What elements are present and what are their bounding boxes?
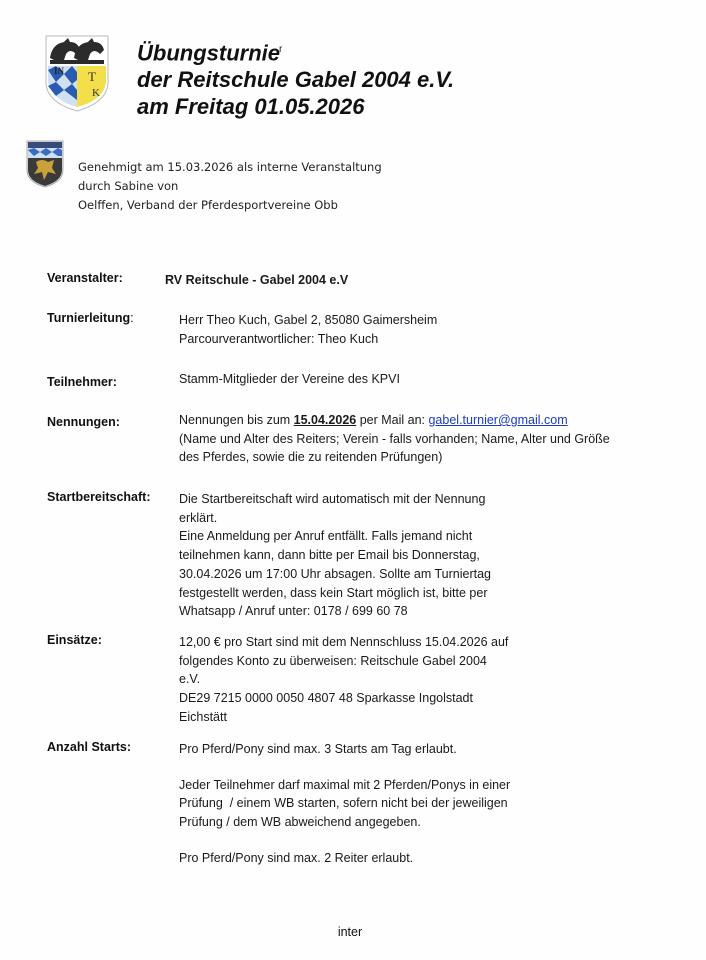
label-nennungen: Nennungen: xyxy=(47,415,120,429)
deadline-date: 15.04.2026 xyxy=(293,413,357,427)
oberbayern-crest-icon xyxy=(26,140,64,188)
value-einsaetze: 12,00 € pro Start sind mit dem Nennschluss 15.04.2026 auf folgendes Konto zu überweisen: Reitschule Gabel 2004 e.V. DE29 7215 0000 0050 4807 48 Sparkasse Ingolstadt Eichstätt xyxy=(179,635,509,724)
email-link[interactable]: gabel.turnier@gmail.com xyxy=(428,413,568,427)
label-startbereitschaft: Startbereitschaft: xyxy=(47,490,151,504)
value-turnierleitung: Herr Theo Kuch, Gabel 2, 85080 Gaimersheim Parcourverantwortlicher: Theo Kuch xyxy=(179,313,438,346)
label-turnierleitung: Turnierleitung: xyxy=(47,311,134,325)
document-title: Übungsturnie$^r$ der Reitschule Gabel 2004 e.V. am Freitag 01.05.2026 xyxy=(137,40,455,120)
label-teilnehmer: Teilnehmer: xyxy=(47,375,117,389)
svg-text:T: T xyxy=(88,69,96,84)
approval-notice: Genehmigt am 15.03.2026 als interne Veranstaltung durch Sabine von Oelffen, Verband der Pferdesportvereine Obb xyxy=(78,160,382,212)
value-anzahl-starts: Pro Pferd/Pony sind max. 3 Starts am Tag erlaubt. Jeder Teilnehmer darf maximal mit 2 Pferden/Ponys in einer Prüfung / einem WB starten, sofern nicht bei der jeweiligen Prüfung / dem WB abweichend angegeben. Pro Pferd/Pony sind max. 2 Reiter erlaubt. xyxy=(179,742,511,865)
label-einsaetze: Einsätze: xyxy=(47,633,102,647)
value-startbereitschaft: Die Startbereitschaft wird automatisch mit der Nennung erklärt. Eine Anmeldung per Anruf entfällt. Falls jemand nicht teilnehmen kann, dann bitte per Email bis Donnerstag, 30.04.2026 um 17:00 Uhr absagen. Sollte am Turniertag festgestellt werden, dass kein Start möglich ist, bitte per Whatsapp / Anruf unter: 0178 / 699 60 78 xyxy=(179,492,492,619)
label-veranstalter: Veranstalter: xyxy=(47,271,123,285)
page-footer: inter xyxy=(337,925,363,939)
label-anzahl-starts: Anzahl Starts: xyxy=(47,740,132,754)
svg-text:K: K xyxy=(92,87,100,99)
value-teilnehmer: Stamm-Mitglieder der Vereine des KPVI xyxy=(179,372,400,386)
svg-text:IN: IN xyxy=(54,66,65,76)
club-logo-icon xyxy=(44,34,110,112)
value-veranstalter: RV Reitschule - Gabel 2004 e.V xyxy=(165,273,349,287)
value-nennungen: Nennungen bis zum 15.04.2026 per Mail an: gabel.turnier@gmail.com (Name und Alter des Reiters; Verein - falls vorhanden; Name, Alter und Größe des Pferdes, sowie die zu reitenden Prüfungen) xyxy=(179,413,610,465)
